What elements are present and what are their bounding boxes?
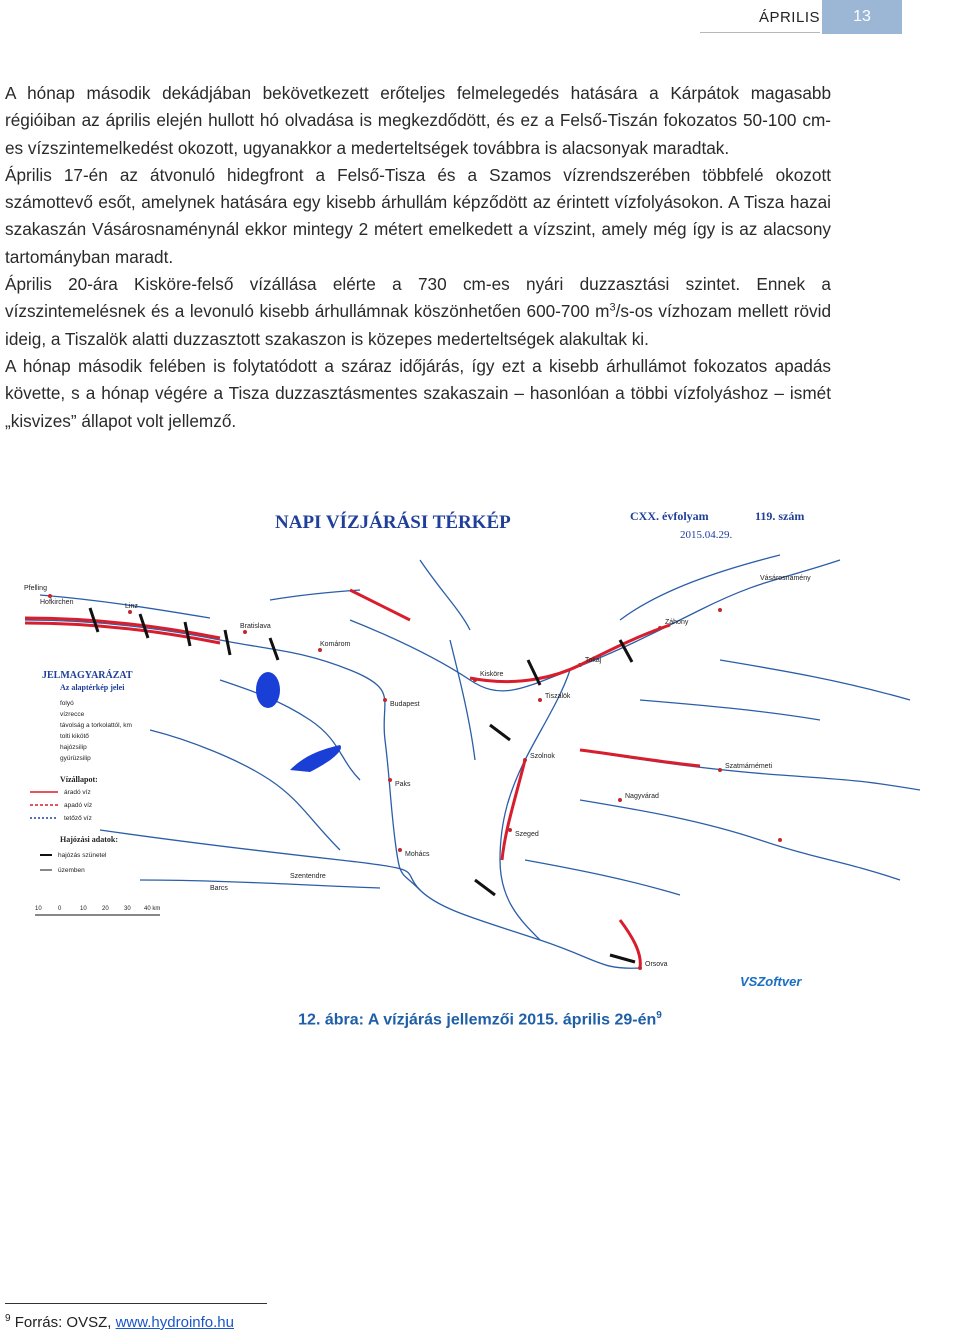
svg-text:10: 10 — [35, 906, 42, 912]
svg-text:Nagyvárad: Nagyvárad — [625, 793, 659, 800]
svg-text:Hajózási adatok:: Hajózási adatok: — [60, 835, 118, 844]
svg-text:tetőző víz: tetőző víz — [64, 815, 92, 822]
svg-text:30: 30 — [124, 906, 131, 912]
footnote-separator — [5, 1303, 267, 1304]
page-number: 13 — [822, 0, 902, 34]
svg-text:20: 20 — [102, 906, 109, 912]
map-issue: 119. szám — [755, 509, 805, 523]
map-title: NAPI VÍZJÁRÁSI TÉRKÉP — [275, 512, 511, 533]
svg-text:tolti kikötő: tolti kikötő — [60, 733, 89, 740]
svg-text:JELMAGYARÁZAT: JELMAGYARÁZAT — [42, 670, 133, 681]
paragraph-4: A hónap második felében is folytatódott a száraz időjárás, így ezt a kisebb árhullámot fokozatos apadás követte, s a hónap végére a Tisza duzzasztásmentes szakaszain – hasonlóan a többi vízfolyáshoz – ismét „kisvizes” állapot volt jellemző. — [5, 355, 831, 431]
svg-text:Vízállapot:: Vízállapot: — [60, 775, 98, 784]
svg-text:Linz: Linz — [125, 603, 138, 610]
svg-text:hajózás szünetel: hajózás szünetel — [58, 852, 107, 859]
svg-text:Budapest: Budapest — [390, 701, 420, 708]
svg-text:gyürüzsilip: gyürüzsilip — [60, 755, 91, 762]
footnote: $^9$ Forrás: OVSZ, www.hydroinfo.hu — [5, 1313, 234, 1331]
paragraph-3: Április 20-ára Kisköre-felső vízállása elérte a 730 cm-es nyári duzzasztási szintet. Ennek a vízszintemelésnek és a levonuló kisebb árhullámnak köszönhetően 600-700 $m^3/s-os$ vízhozam mellett rövid ideig, a Tiszalök alatti duzzasztott szakaszon is közepes mederteltségek alakultak ki. — [5, 274, 832, 349]
running-header-title: ÁPRILIS — [758, 9, 820, 26]
svg-text:Mohács: Mohács — [405, 851, 430, 858]
lake-balaton — [290, 745, 341, 772]
svg-text:Tiszalök: Tiszalök — [545, 693, 571, 700]
svg-text:0: 0 — [58, 906, 62, 912]
svg-text:hajózsilip: hajózsilip — [60, 744, 87, 751]
gauge-stations — [48, 594, 782, 970]
svg-text:Szentendre: Szentendre — [290, 873, 326, 880]
svg-text:Bratislava: Bratislava — [240, 623, 271, 630]
map-scale-bar — [35, 906, 160, 915]
map-legend — [30, 669, 160, 915]
svg-text:10: 10 — [80, 906, 87, 912]
svg-text:40 km: 40 km — [144, 906, 161, 912]
vszoftver-logo — [740, 974, 802, 989]
svg-text:Záhony: Záhony — [665, 619, 689, 626]
svg-text:vízrecce: vízrecce — [60, 711, 85, 718]
hydroinfo-link[interactable]: www.hydroinfo.hu — [115, 1314, 234, 1331]
figure-caption: 12. ábra: A vízjárás jellemzői 2015. április $29-én^9$ — [298, 1010, 662, 1029]
place-labels — [24, 575, 811, 968]
svg-text:Kisköre: Kisköre — [480, 671, 504, 678]
svg-text:Az alaptérkép jelei: Az alaptérkép jelei — [60, 683, 125, 692]
svg-text:apadó víz: apadó víz — [64, 802, 93, 809]
svg-text:VSZoftver: VSZoftver — [740, 974, 802, 989]
page-header — [700, 0, 960, 34]
svg-text:Komárom: Komárom — [320, 641, 351, 648]
svg-text:Szatmárnémeti: Szatmárnémeti — [725, 763, 773, 770]
map-date: 2015.04.29. — [680, 529, 733, 541]
svg-text:Orsova: Orsova — [645, 961, 668, 968]
paragraph-2: Április 17-én az átvonuló hidegfront a Felső-Tisza és a Szamos vízrendszerében többfelé okozott számottevő esőt, amelynek hatására egy kisebb árhullám képződött az érintett vízfolyásokon. A Tisza hazai szakaszán Vásárosnaménynál ekkor mintegy 2 métert emelkedett a vízszint, amely még így is az alacsony tartományban maradt. — [5, 164, 831, 267]
svg-text:Szeged: Szeged — [515, 831, 539, 838]
section-markers — [90, 608, 635, 962]
svg-text:távolság a torkolattól, km: távolság a torkolattól, km — [60, 722, 132, 729]
svg-text:Pfelling: Pfelling — [24, 585, 47, 592]
svg-text:Tokaj: Tokaj — [585, 657, 602, 664]
svg-text:Vásárosnamény: Vásárosnamény — [760, 575, 811, 582]
header-rule — [700, 32, 820, 33]
svg-text:üzemben: üzemben — [58, 867, 85, 874]
water-regime-map — [20, 500, 940, 998]
svg-text:Hofkirchen: Hofkirchen — [40, 599, 74, 606]
paragraph-1: A hónap második dekádjában bekövetkezett erőteljes felmelegedés hatására a Kárpátok magasabb régióiban az április elején hullott hó olvadása is megkezdődött, és ez a Felső-Tiszán fokozatos 50-100 cm-es vízszintemelkedést okozott, ugyanakkor a mederteltségek továbbra is alacsonyak maradtak. — [5, 83, 831, 158]
map-volume: CXX. évfolyam — [630, 509, 709, 523]
article-body — [5, 80, 831, 435]
svg-text:Paks: Paks — [395, 781, 411, 788]
svg-text:áradó víz: áradó víz — [64, 789, 91, 796]
map-canvas — [20, 500, 940, 998]
lake-neusiedl — [256, 672, 280, 708]
svg-text:folyó: folyó — [60, 700, 74, 707]
svg-text:Barcs: Barcs — [210, 885, 228, 892]
svg-text:Szolnok: Szolnok — [530, 753, 555, 760]
